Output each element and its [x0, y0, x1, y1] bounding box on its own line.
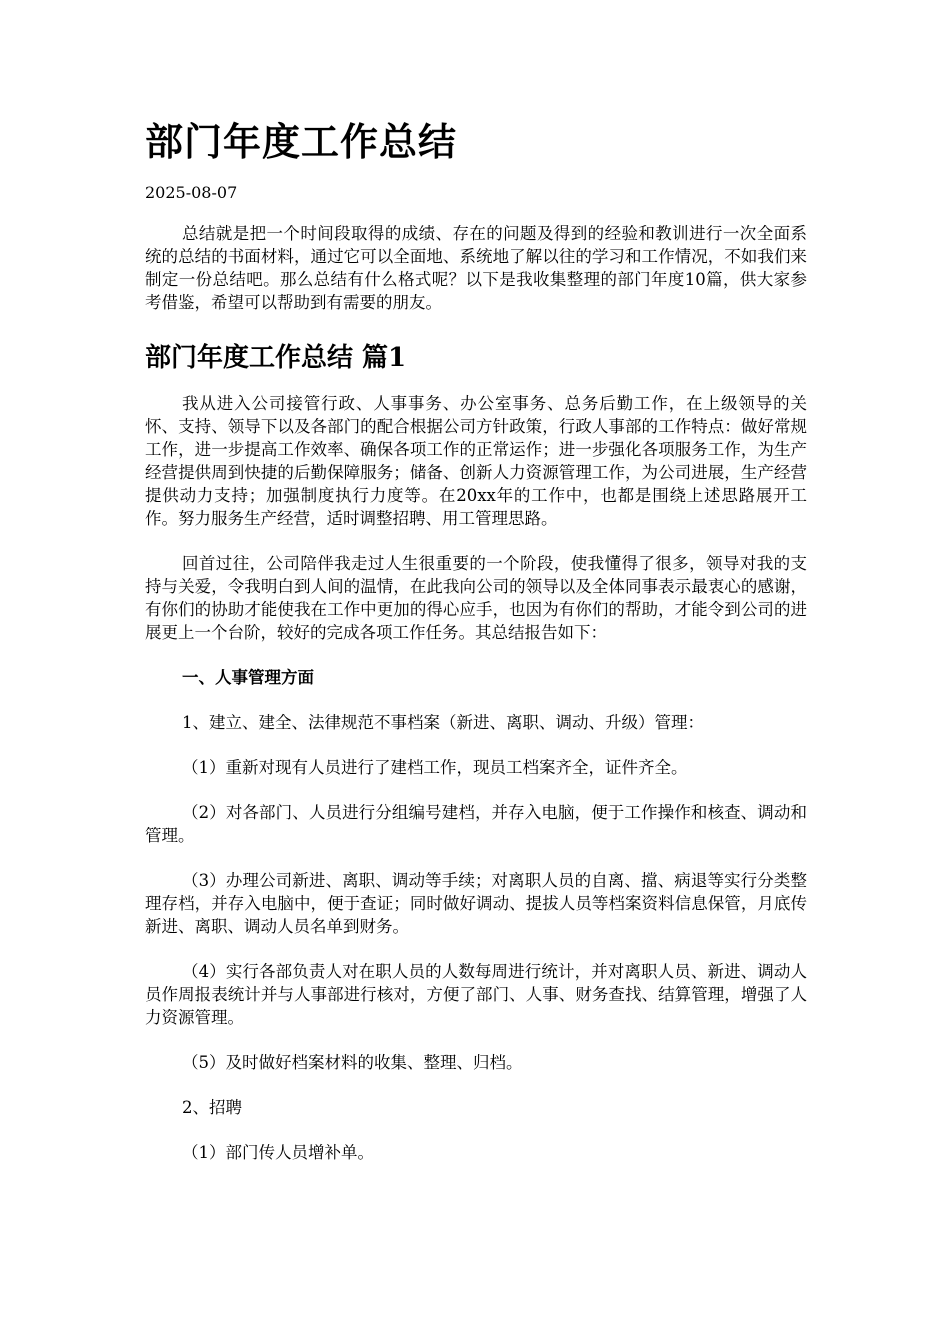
list-item-1-4: （4）实行各部负责人对在职人员的人数每周进行统计，并对离职人员、新进、调动人员作周报表统计并与人事部进行核对，方便了部门、人事、财务查找、结算管理，增强了人力资源管理。 [145, 962, 807, 1027]
list-item-1-5: （5）及时做好档案材料的收集、整理、归档。 [182, 1053, 523, 1072]
document-page [145, 118, 807, 1164]
list-item-2-1: （1）部门传人员增补单。 [182, 1143, 374, 1162]
document-date: 2025-08-07 [145, 183, 238, 202]
intro-paragraph: 总结就是把一个时间段取得的成绩、存在的问题及得到的经验和教训进行一次全面系统的总结的书面材料，通过它可以全面地、系统地了解以往的学习和工作情况，不如我们来制定一份总结吧。那么总结有什么格式呢？以下是我收集整理的部门年度10篇，供大家参考借鉴，希望可以帮助到有需要的朋友。 [145, 224, 807, 312]
section-heading: 部门年度工作总结 篇1 [145, 343, 407, 373]
list-item-1-2: （2）对各部门、人员进行分组编号建档，并存入电脑，便于工作操作和核查、调动和管理。 [145, 803, 807, 845]
paragraph-2: 回首过往，公司陪伴我走过人生很重要的一个阶段，使我懂得了很多，领导对我的支持与关爱，令我明白到人间的温情，在此我向公司的领导以及全体同事表示最衷心的感谢，有你们的协助才能使我在工作中更加的得心应手，也因为有你们的帮助，才能令到公司的进展更上一个台阶，较好的完成各项工作任务。其总结报告如下： [145, 554, 807, 642]
list-item-1-3: （3）办理公司新进、离职、调动等手续；对离职人员的自离、擋、病退等实行分类整理存档，并存入电脑中，便于查证；同时做好调动、提拔人员等档案资料信息保管，月底传新进、离职、调动人员名单到财务。 [145, 871, 807, 936]
paragraph-1: 我从进入公司接管行政、人事事务、办公室事务、总务后勤工作，在上级领导的关怀、支持、领导下以及各部门的配合根据公司方针政策，行政人事部的工作特点：做好常规工作，进一步提高工作效率、确保各项工作的正常运作；进一步强化各项服务工作，为生产经营提供周到快捷的后勤保障服务；储备、创新人力资源管理工作，为公司进展，生产经营提供动力支持；加强制度执行力度等。在20xx年的工作中，也都是围绕上述思路展开工作。努力服务生产经营，适时调整招聘、用工管理思路。 [145, 394, 807, 528]
document-title: 部门年度工作总结 [145, 119, 458, 164]
list-item-2: 2、招聘 [182, 1098, 242, 1117]
list-item-1-1: （1）重新对现有人员进行了建档工作，现员工档案齐全，证件齐全。 [182, 758, 688, 777]
list-item-1: 1、建立、建全、法律规范不事档案（新进、离职、调动、升级）管理： [182, 713, 704, 732]
subheading-personnel: 一、人事管理方面 [182, 668, 314, 687]
